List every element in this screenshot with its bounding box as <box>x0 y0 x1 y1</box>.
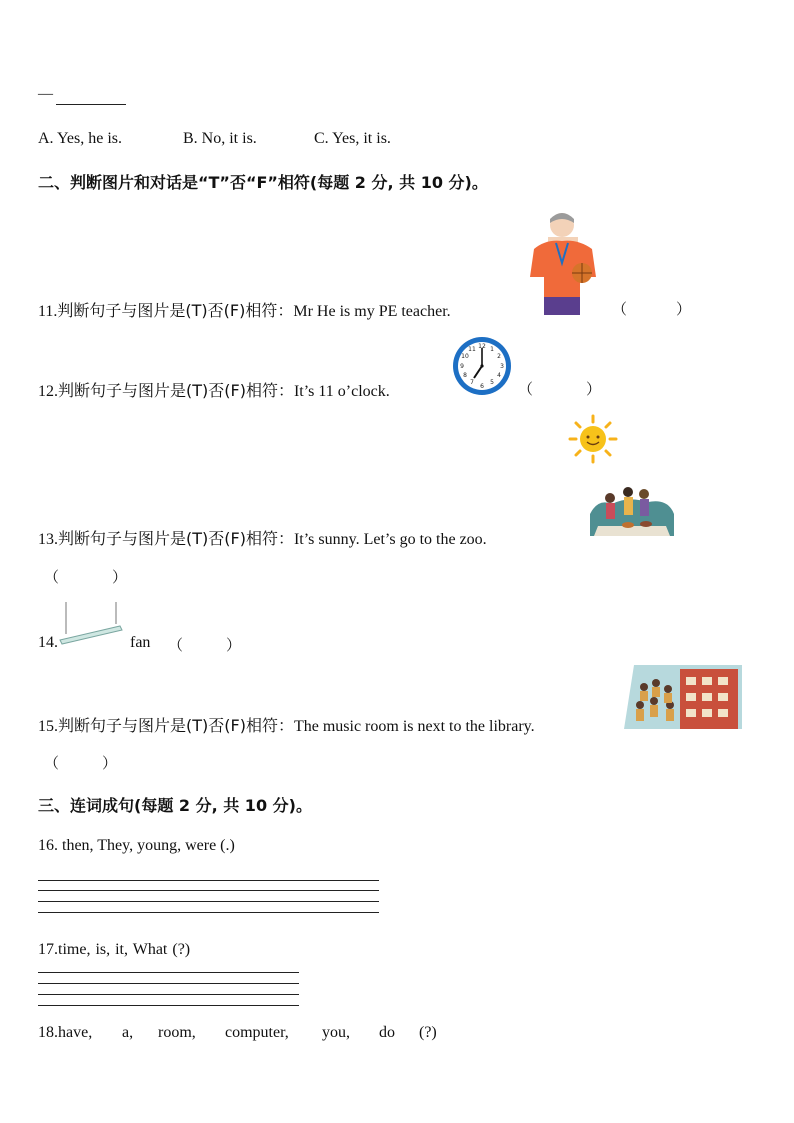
svg-text:2: 2 <box>497 353 501 360</box>
q10-option-b: B. No, it is. <box>183 130 257 147</box>
q11-question <box>38 298 451 321</box>
svg-text:9: 9 <box>460 363 464 370</box>
q11-answer-right: ） <box>676 302 692 318</box>
q11-answer-left: （ <box>612 302 628 318</box>
pe-teacher-image <box>526 207 604 315</box>
music-room-image <box>620 665 742 729</box>
q14-answer-left: （ <box>168 638 184 654</box>
svg-text:10: 10 <box>461 353 469 360</box>
q12-question <box>38 378 390 401</box>
q17-writing-line <box>38 1005 299 1006</box>
q17-writing-line <box>38 983 299 984</box>
q10-answer-line <box>56 104 126 105</box>
q17-writing-line <box>38 972 299 973</box>
q17-prompt: 17.time, is, it, What (?) <box>38 941 191 958</box>
q10-option-c: C. Yes, it is. <box>314 130 391 147</box>
q18-word: a, <box>122 1024 134 1041</box>
q12-prefix: 判断句子与图片是(T)否(F)相符： <box>58 381 294 400</box>
q16-writing-line <box>38 912 379 913</box>
q15-number: 15. <box>38 718 58 735</box>
svg-text:6: 6 <box>480 383 484 390</box>
q15-sentence: The music room is next to the library. <box>293 718 535 735</box>
svg-text:11: 11 <box>468 346 476 353</box>
sun-image <box>566 414 620 464</box>
q16-prompt: 16. then, They, young, were (.) <box>38 837 235 854</box>
q14-answer-right: ） <box>226 638 242 654</box>
q14-number: 14. <box>38 634 58 651</box>
q13-prefix: 判断句子与图片是(T)否(F)相符： <box>58 529 294 548</box>
q15-question <box>38 713 535 736</box>
q15-prefix: 判断句子与图片是(T)否(F)相符： <box>58 716 294 735</box>
q15-answer-right: ） <box>102 756 118 772</box>
q16-writing-line <box>38 890 379 891</box>
q12-answer-right: ） <box>586 382 602 398</box>
q15-answer-left: （ <box>44 756 60 772</box>
q14-word: fan <box>130 634 151 651</box>
svg-text:3: 3 <box>500 363 504 370</box>
q13-answer-right: ） <box>112 570 128 586</box>
section2-title: 二、判断图片和对话是“T”否“F”相符(每题 2 分, 共 10 分)。 <box>38 173 488 192</box>
q18-word: 18.have, <box>38 1024 93 1041</box>
q13-sentence: It’s sunny. Let’s go to the zoo. <box>293 531 487 548</box>
clock-image <box>452 336 512 396</box>
section3-title: 三、连词成句(每题 2 分, 共 10 分)。 <box>38 796 312 815</box>
q18-word: (?) <box>419 1024 437 1041</box>
q12-number: 12. <box>38 383 58 400</box>
svg-text:8: 8 <box>463 372 467 379</box>
q12-answer-left: （ <box>518 382 534 398</box>
q11-prefix: 判断句子与图片是(T)否(F)相符： <box>57 301 294 320</box>
q16-writing-line <box>38 880 379 881</box>
q12-sentence: It’s 11 o’clock. <box>293 383 390 400</box>
q18-word: you, <box>322 1024 350 1041</box>
q13-answer-left: （ <box>44 570 60 586</box>
q11-number: 11. <box>38 303 58 320</box>
q18-word: do <box>379 1024 395 1041</box>
q18-word: room, <box>158 1024 196 1041</box>
svg-text:1: 1 <box>490 346 494 353</box>
picnic-image <box>588 478 676 538</box>
q10-option-a: A. Yes, he is. <box>38 130 123 147</box>
q11-sentence: Mr He is my PE teacher. <box>293 303 451 320</box>
fluorescent-lamp-image <box>58 600 124 648</box>
svg-text:4: 4 <box>497 372 501 379</box>
svg-text:5: 5 <box>490 379 494 386</box>
q16-writing-line <box>38 901 379 902</box>
q13-number: 13. <box>38 531 58 548</box>
q18-word: computer, <box>225 1024 289 1041</box>
q13-question <box>38 526 487 549</box>
q17-writing-line <box>38 994 299 995</box>
svg-text:7: 7 <box>470 379 474 386</box>
q10-dash: — <box>38 86 53 102</box>
svg-text:12: 12 <box>478 343 486 350</box>
